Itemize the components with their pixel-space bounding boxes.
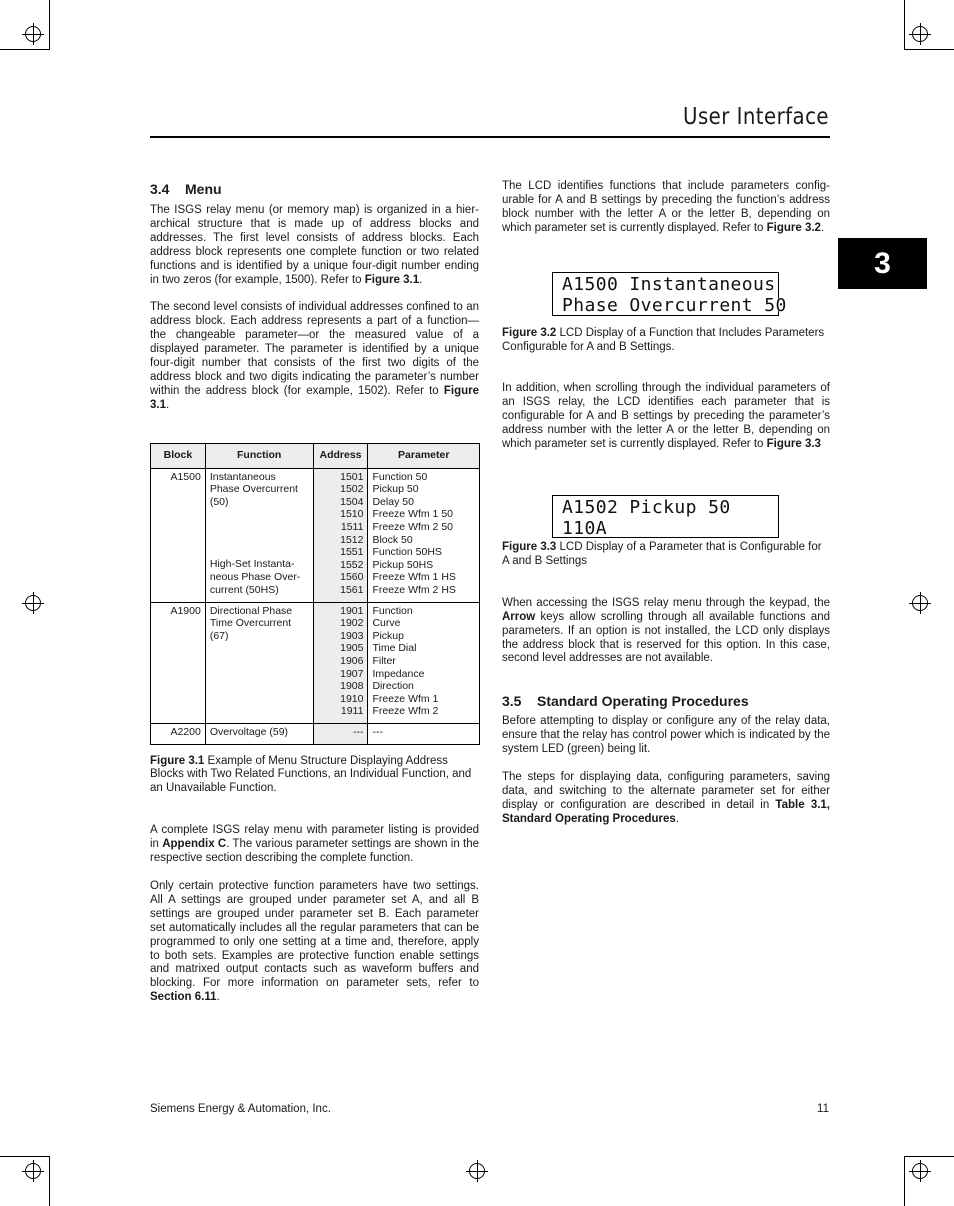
- section-reference[interactable]: Section 6.11: [150, 991, 217, 1004]
- paragraph: In addition, when scrolling through the individual parameters of an ISGS relay, the LCD identifies each parameter that is configurable for A and B settings by preceding the parameter’s address number with the letter A or the letter B, depending on which parameter set is currently displayed. Refer to Figure 3.3: [502, 382, 830, 451]
- crop-mark: [0, 1156, 50, 1157]
- key-name: Arrow: [502, 610, 536, 623]
- block-cell: A1900: [151, 602, 206, 723]
- crop-mark: [904, 1156, 905, 1206]
- left-column: [150, 180, 479, 1005]
- paragraph: When accessing the ISGS relay menu through the keypad, the Arrow keys allow scrolling through all available functions and parameters. If an option is not installed, the LCD only displays the address block that is reserved for this option. In this case, second level addresses are not available.: [502, 596, 830, 665]
- paragraph: The second level consists of individual addresses confined to an address block. Each address represents a part of a function—the changeable parameter—or the measured value of a displayed parameter. The parameter is identified by a unique four-digit number that consists of the first two digits of the address block and two digits indicating the parameter’s number within the address block (for example, 1502). Refer to Figure 3.1.: [150, 301, 479, 411]
- page-number: 11: [817, 1103, 829, 1115]
- function-cell: Directional Phase Time Overcurrent (67): [205, 602, 313, 723]
- paragraph: A complete ISGS relay menu with parameter listing is provided in Appendix C. The various parameter settings are shown in the respective section describing the complete function.: [150, 824, 480, 865]
- paragraph: The steps for displaying data, configuring parameters, saving data, and switching to the alternate parameter set for either display or configuration are described in detail in Table 3.1, Standard Operating Procedures.: [502, 771, 830, 825]
- figure-caption-3-1: Figure 3.1 Example of Menu Structure Displaying Address Blocks with Two Related Functions, an Individual Function, and an Unavailable Function.: [150, 754, 472, 795]
- registration-mark-icon: [909, 23, 931, 45]
- lcd-line: 110A: [562, 518, 607, 539]
- function-cell: Instantaneous Phase Overcurrent (50) High-Set Instanta- neous Phase Over- current (50HS): [205, 468, 313, 602]
- parameter-cell: Function 50 Pickup 50 Delay 50 Freeze Wfm 1 50 Freeze Wfm 2 50 Block 50 Function 50HS Pickup 50HS Freeze Wfm 1 HS Freeze Wfm 2 HS: [368, 468, 480, 602]
- column-header: Parameter: [368, 443, 480, 468]
- block-cell: A1500: [151, 468, 206, 602]
- paragraph: The ISGS relay menu (or memory map) is organized in a hierarchical structure that is made up of address blocks and addresses. The first level consists of address blocks. Each address block represents one complete function or two related functions and is identified by a unique four-digit number ending in two zeros (for example, 1500). Refer to Figure 3.1.: [150, 204, 479, 286]
- parameter-cell: Function Curve Pickup Time Dial Filter Impedance Direction Freeze Wfm 1 Freeze Wfm 2: [368, 602, 480, 723]
- lcd-line: A1502 Pickup 50: [562, 497, 731, 518]
- table-header-row: [151, 443, 480, 468]
- figure-reference[interactable]: Figure 3.2: [766, 221, 821, 234]
- column-header: Function: [205, 443, 313, 468]
- chapter-tab: 3: [838, 238, 927, 289]
- crop-mark: [904, 49, 954, 50]
- table-row: [151, 723, 480, 744]
- paragraph: Only certain protective function parameters have two settings. All A settings are grouped under parameter set A, and all B settings are grouped under parameter set B. Each parameter set automatically includes all the regular parameters that can be programmed to only one setting at a time and, therefore, apply to both sets. Examples are protective function enable settings and matrixed output contacts such as waveform buffers and blocking. For more information on parameter sets, refer to Section 6.11.: [150, 880, 479, 1004]
- column-header: Address: [313, 443, 368, 468]
- table-reference[interactable]: Table 3.1, Standard Operating Procedures: [502, 798, 830, 825]
- lcd-display-parameter: [552, 495, 779, 538]
- paragraph: Before attempting to display or configure any of the relay data, ensure that the relay has control power which is indicated by the system LED (green) being lit.: [502, 715, 830, 756]
- registration-mark-icon: [22, 23, 44, 45]
- block-cell: A2200: [151, 723, 206, 744]
- registration-mark-icon: [22, 592, 44, 614]
- figure-reference[interactable]: Figure 3.1: [364, 273, 420, 286]
- figure-reference[interactable]: Figure 3.1: [150, 384, 479, 411]
- figure-reference[interactable]: Figure 3.3: [766, 438, 821, 451]
- registration-mark-icon: [466, 1160, 488, 1182]
- table-row: [151, 602, 480, 723]
- column-header: Block: [151, 443, 206, 468]
- appendix-reference[interactable]: Appendix C: [162, 838, 227, 851]
- crop-mark: [49, 0, 50, 50]
- address-cell: ---: [313, 723, 368, 744]
- registration-mark-icon: [22, 1160, 44, 1182]
- paragraph: The LCD identifies functions that include parameters configurable for A and B settings by preceding the function’s address block number with the letter A or the letter B, depending on which parameter set is currently displayed. Refer to Figure 3.2.: [502, 180, 830, 234]
- registration-mark-icon: [909, 592, 931, 614]
- crop-mark: [904, 1156, 954, 1157]
- lcd-line: Phase Overcurrent 50: [562, 295, 787, 316]
- header-rule: [150, 136, 830, 138]
- function-cell: Overvoltage (59): [205, 723, 313, 744]
- menu-structure-table: [150, 443, 480, 745]
- footer-company: Siemens Energy & Automation, Inc.: [150, 1103, 331, 1115]
- crop-mark: [49, 1156, 50, 1206]
- crop-mark: [904, 0, 905, 50]
- crop-mark: [0, 49, 50, 50]
- address-cell: 1901 1902 1903 1905 1906 1907 1908 1910 1911: [313, 602, 368, 723]
- lcd-display-function: [552, 272, 787, 316]
- section-heading-3-4: 3.4 Menu: [150, 181, 222, 197]
- page-header-title: User Interface: [683, 104, 829, 130]
- parameter-cell: ---: [368, 723, 480, 744]
- figure-caption-3-3: Figure 3.3 LCD Display of a Parameter that is Configurable for A and B Settings: [502, 540, 822, 567]
- registration-mark-icon: [909, 1160, 931, 1182]
- lcd-line: A1500 Instantaneous: [562, 274, 776, 295]
- address-cell: 1501 1502 1504 1510 1511 1512 1551 1552 1560 1561: [313, 468, 368, 602]
- section-heading-3-5: 3.5 Standard Operating Procedures: [502, 693, 749, 710]
- table-row: [151, 468, 480, 602]
- figure-caption-3-2: Figure 3.2 LCD Display of a Function that Includes Parameters Configurable for A and B Settings.: [502, 326, 825, 353]
